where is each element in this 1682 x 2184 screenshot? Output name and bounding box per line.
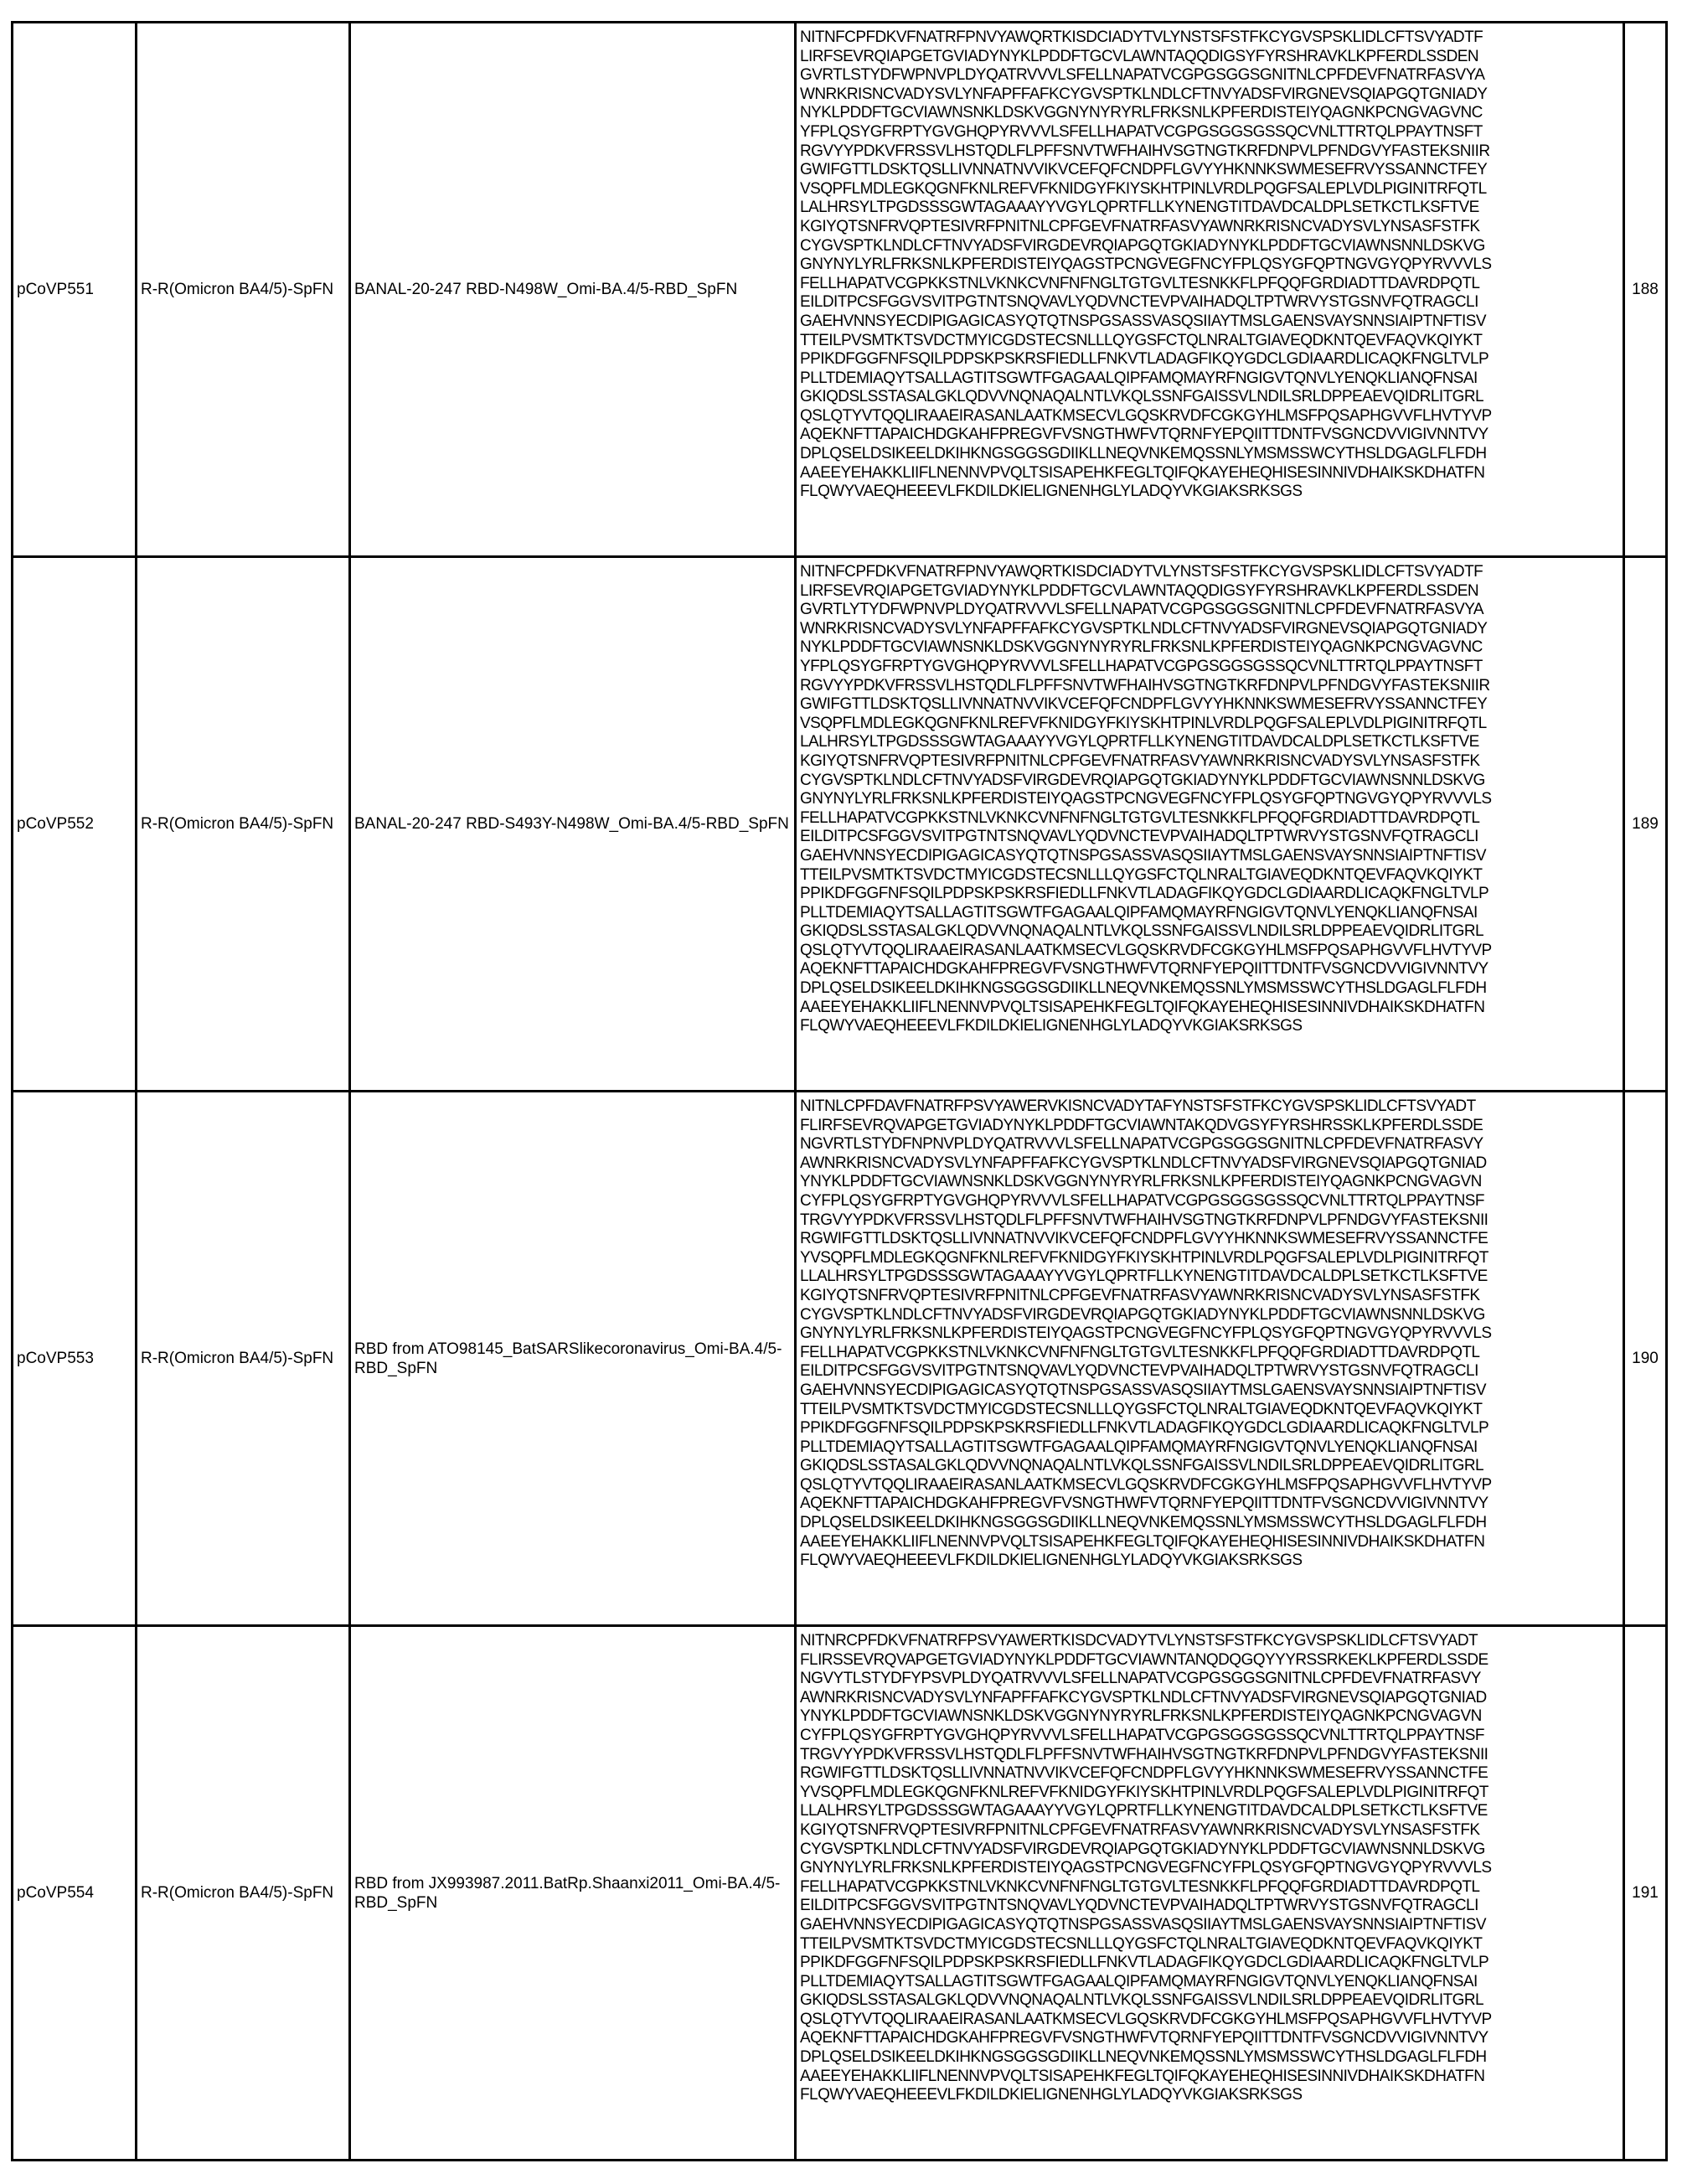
sequence-line: WNRKRISNCVADYSVLYNFAPFFAFKCYGVSPTKLNDLCFTNVYADSFVIRGNEVSQIAPGQTGNIADY — [800, 85, 1623, 105]
sequence-line: GAEHVNNSYECDIPIGAGICASYQTQTNSPGSASSVASQSIIAYTMSLGAENSVAYSNNSIAIPTNFTISV — [800, 847, 1623, 866]
sequence-line: AAEEYEHAKKLIIFLNENNVPVQLTSISAPEHKFEGLTQIFQKAYEHEQHISESINNIVDHAIKSKDHATFN — [800, 999, 1623, 1018]
sequence-line: AQEKNFTTAPAICHDGKAHFPREGVFVSNGTHWFVTQRNFYEPQIITTDNTFVSGNCDVVIGIVNNTVY — [800, 2029, 1623, 2048]
construct-type: R-R(Omicron BA4/5)-SpFN — [137, 1092, 350, 1626]
sequence-line: GKIQDSLSSTASALGKLQDVVNQNAQALNTLVKQLSSNFGAISSVLNDILSRLDPPEAEVQIDRLITGRL — [800, 922, 1623, 942]
sequence-line: AAEEYEHAKKLIIFLNENNVPVQLTSISAPEHKFEGLTQIFQKAYEHEQHISESINNIVDHAIKSKDHATFN — [800, 1533, 1623, 1552]
table-row — [13, 557, 1667, 1092]
sequence-line: QSLQTYVTQQLIRAAEIRASANLAATKMSECVLGQSKRVDFCGKGYHLMSFPQSAPHGVVFLHVTYVP — [800, 942, 1623, 961]
construct-description: BANAL-20-247 RBD-N498W_Omi-BA.4/5-RBD_SpFN — [350, 23, 796, 557]
sequence-line: GNYNYLYRLFRKSNLKPFERDISTEIYQAGSTPCNGVEGFNCYFPLQSYGFQPTNGVGYQPYRVVVLS — [800, 790, 1623, 809]
sequence-line: VSQPFLMDLEGKQGNFKNLREFVFKNIDGYFKIYSKHTPINLVRDLPQGFSALEPLVDLPIGINITRFQTL — [800, 180, 1623, 199]
sequence-line: RGWIFGTTLDSKTQSLLIVNNATNVVIKVCEFQFCNDPFLGVYYHKNNKSWMESEFRVYSSANNCTFE — [800, 1230, 1623, 1249]
sequence-line: EILDITPCSFGGVSVITPGTNTSNQVAVLYQDVNCTEVPVAIHADQLTPTWRVYSTGSNVFQTRAGCLI — [800, 828, 1623, 847]
seq-id-number: 188 — [1624, 23, 1667, 557]
sequence-line: GNYNYLYRLFRKSNLKPFERDISTEIYQAGSTPCNGVEGFNCYFPLQSYGFQPTNGVGYQPYRVVVLS — [800, 1324, 1623, 1344]
sequence-line: PLLTDEMIAQYTSALLAGTITSGWTFGAGAALQIPFAMQMAYRFNGIGVTQNVLYENQKLIANQFNSAI — [800, 1438, 1623, 1458]
sequence-line: GNYNYLYRLFRKSNLKPFERDISTEIYQAGSTPCNGVEGFNCYFPLQSYGFQPTNGVGYQPYRVVVLS — [800, 1859, 1623, 1878]
sequence-line: AWNRKRISNCVADYSVLYNFAPFFAFKCYGVSPTKLNDLCFTNVYADSFVIRGNEVSQIAPGQTGNIAD — [800, 1154, 1623, 1174]
seq-id-number: 190 — [1624, 1092, 1667, 1626]
sequence-line: LIRFSEVRQIAPGETGVIADYNYKLPDDFTGCVLAWNTAQQDIGSYFYRSHRAVKLKPFERDLSSDEN — [800, 582, 1623, 602]
sequence-line: QSLQTYVTQQLIRAAEIRASANLAATKMSECVLGQSKRVDFCGKGYHLMSFPQSAPHGVVFLHVTYVP — [800, 2011, 1623, 2030]
sequence-line: NGVRTLSTYDFNPNVPLDYQATRVVVLSFELLNAPATVCGPGSGGSGNITNLCPFDEVFNATRFASVY — [800, 1135, 1623, 1154]
amino-acid-sequence — [796, 557, 1624, 1092]
sequence-line: FELLHAPATVCGPKKSTNLVKNKCVNFNFNGLTGTGVLTESNKKFLPFQQFGRDIADTTDAVRDPQTL — [800, 1878, 1623, 1897]
sequence-line: YNYKLPDDFTGCVIAWNSNKLDSKVGGNYNYRYRLFRKSNLKPFERDISTEIYQAGNKPCNGVAGVN — [800, 1707, 1623, 1727]
sequence-line: GAEHVNNSYECDIPIGAGICASYQTQTNSPGSASSVASQSIIAYTMSLGAENSVAYSNNSIAIPTNFTISV — [800, 1916, 1623, 1935]
table-row — [13, 1626, 1667, 2161]
sequence-line: YFPLQSYGFRPTYGVGHQPYRVVVLSFELLHAPATVCGPGSGGSGSSQCVNLTTRTQLPPAYTNSFT — [800, 123, 1623, 142]
sequence-line: NITNFCPFDKVFNATRFPNVYAWQRTKISDCIADYTVLYNSTSFSTFKCYGVSPSKLIDLCFTSVYADTF — [800, 563, 1623, 582]
sequence-line: CYGVSPTKLNDLCFTNVYADSFVIRGDEVRQIAPGQTGKIADYNYKLPDDFTGCVIAWNSNNLDSKVG — [800, 1306, 1623, 1325]
sequence-line: AQEKNFTTAPAICHDGKAHFPREGVFVSNGTHWFVTQRNFYEPQIITTDNTFVSGNCDVVIGIVNNTVY — [800, 960, 1623, 979]
construct-description: RBD from JX993987.2011.BatRp.Shaanxi2011_Omi-BA.4/5-RBD_SpFN — [350, 1626, 796, 2161]
amino-acid-sequence — [796, 1092, 1624, 1626]
construct-id: pCoVP553 — [13, 1092, 137, 1626]
sequence-line: GKIQDSLSSTASALGKLQDVVNQNAQALNTLVKQLSSNFGAISSVLNDILSRLDPPEAEVQIDRLITGRL — [800, 1991, 1623, 2011]
construct-id: pCoVP551 — [13, 23, 137, 557]
sequence-line: GWIFGTTLDSKTQSLLIVNNATNVVIKVCEFQFCNDPFLGVYYHKNNKSWMESEFRVYSSANNCTFEY — [800, 695, 1623, 715]
sequence-line: PLLTDEMIAQYTSALLAGTITSGWTFGAGAALQIPFAMQMAYRFNGIGVTQNVLYENQKLIANQFNSAI — [800, 369, 1623, 389]
sequence-line: PLLTDEMIAQYTSALLAGTITSGWTFGAGAALQIPFAMQMAYRFNGIGVTQNVLYENQKLIANQFNSAI — [800, 1973, 1623, 1992]
sequence-line: GKIQDSLSSTASALGKLQDVVNQNAQALNTLVKQLSSNFGAISSVLNDILSRLDPPEAEVQIDRLITGRL — [800, 1457, 1623, 1476]
sequence-line: TTEILPVSMTKTSVDCTMYICGDSTECSNLLLQYGSFCTQLNRALTGIAVEQDKNTQEVFAQVKQIYKT — [800, 866, 1623, 885]
sequence-line: AQEKNFTTAPAICHDGKAHFPREGVFVSNGTHWFVTQRNFYEPQIITTDNTFVSGNCDVVIGIVNNTVY — [800, 1495, 1623, 1514]
sequence-line: GAEHVNNSYECDIPIGAGICASYQTQTNSPGSASSVASQSIIAYTMSLGAENSVAYSNNSIAIPTNFTISV — [800, 312, 1623, 332]
sequence-line: AAEEYEHAKKLIIFLNENNVPVQLTSISAPEHKFEGLTQIFQKAYEHEQHISESINNIVDHAIKSKDHATFN — [800, 464, 1623, 483]
sequence-line: LALHRSYLTPGDSSSGWTAGAAAYYVGYLQPRTFLLKYNENGTITDAVDCALDPLSETKCTLKSFTVE — [800, 199, 1623, 218]
construct-type: R-R(Omicron BA4/5)-SpFN — [137, 1626, 350, 2161]
sequence-line: EILDITPCSFGGVSVITPGTNTSNQVAVLYQDVNCTEVPVAIHADQLTPTWRVYSTGSNVFQTRAGCLI — [800, 293, 1623, 312]
sequence-line: EILDITPCSFGGVSVITPGTNTSNQVAVLYQDVNCTEVPVAIHADQLTPTWRVYSTGSNVFQTRAGCLI — [800, 1897, 1623, 1916]
sequence-line: PPIKDFGGFNFSQILPDPSKPSKRSFIEDLLFNKVTLADAGFIKQYGDCLGDIAARDLICAQKFNGLTVLP — [800, 1954, 1623, 1973]
sequence-line: YNYKLPDDFTGCVIAWNSNKLDSKVGGNYNYRYRLFRKSNLKPFERDISTEIYQAGNKPCNGVAGVN — [800, 1173, 1623, 1192]
table-row — [13, 23, 1667, 557]
sequence-line: NITNRCPFDKVFNATRFPSVYAWERTKISDCVADYTVLYNSTSFSTFKCYGVSPSKLIDLCFTSVYADT — [800, 1632, 1623, 1651]
sequence-line: PLLTDEMIAQYTSALLAGTITSGWTFGAGAALQIPFAMQMAYRFNGIGVTQNVLYENQKLIANQFNSAI — [800, 904, 1623, 923]
sequence-line: VSQPFLMDLEGKQGNFKNLREFVFKNIDGYFKIYSKHTPINLVRDLPQGFSALEPLVDLPIGINITRFQTL — [800, 715, 1623, 734]
sequence-line: AAEEYEHAKKLIIFLNENNVPVQLTSISAPEHKFEGLTQIFQKAYEHEQHISESINNIVDHAIKSKDHATFN — [800, 2068, 1623, 2087]
sequence-line: KGIYQTSNFRVQPTESIVRFPNITNLCPFGEVFNATRFASVYAWNRKRISNCVADYSVLYNSASFSTFK — [800, 752, 1623, 772]
sequence-line: FLIRFSEVRQVAPGETGVIADYNYKLPDDFTGCVIAWNTAKQDVGSYFYRSHRSSKLKPFERDLSSDE — [800, 1117, 1623, 1136]
sequence-line: TTEILPVSMTKTSVDCTMYICGDSTECSNLLLQYGSFCTQLNRALTGIAVEQDKNTQEVFAQVKQIYKT — [800, 1935, 1623, 1954]
sequence-line: TRGVYYPDKVFRSSVLHSTQDLFLPFFSNVTWFHAIHVSGTNGTKRFDNPVLPFNDGVYFASTEKSNII — [800, 1211, 1623, 1231]
sequence-line: GKIQDSLSSTASALGKLQDVVNQNAQALNTLVKQLSSNFGAISSVLNDILSRLDPPEAEVQIDRLITGRL — [800, 388, 1623, 407]
sequence-line: FLIRSSEVRQVAPGETGVIADYNYKLPDDFTGCVIAWNTANQDQGQYYYRSSRKEKLKPFERDLSSDE — [800, 1651, 1623, 1670]
sequence-table — [11, 21, 1668, 2161]
sequence-line: PPIKDFGGFNFSQILPDPSKPSKRSFIEDLLFNKVTLADAGFIKQYGDCLGDIAARDLICAQKFNGLTVLP — [800, 885, 1623, 904]
sequence-line: DPLQSELDSIKEELDKIHKNGSGGSGDIIKLLNEQVNKEMQSSNLYMSMSSWCYTHSLDGAGLFLFDH — [800, 2048, 1623, 2068]
sequence-line: YVSQPFLMDLEGKQGNFKNLREFVFKNIDGYFKIYSKHTPINLVRDLPQGFSALEPLVDLPIGINITRFQT — [800, 1784, 1623, 1803]
sequence-line: LIRFSEVRQIAPGETGVIADYNYKLPDDFTGCVLAWNTAQQDIGSYFYRSHRAVKLKPFERDLSSDEN — [800, 48, 1623, 67]
sequence-line: FLQWYVAEQHEEEVLFKDILDKIELIGNENHGLYLADQYVKGIAKSRKSGS — [800, 2086, 1623, 2105]
table-row — [13, 1092, 1667, 1626]
construct-id: pCoVP554 — [13, 1626, 137, 2161]
sequence-line: NYKLPDDFTGCVIAWNSNKLDSKVGGNYNYRYRLFRKSNLKPFERDISTEIYQAGNKPCNGVAGVNC — [800, 104, 1623, 123]
construct-description: BANAL-20-247 RBD-S493Y-N498W_Omi-BA.4/5-RBD_SpFN — [350, 557, 796, 1092]
construct-type: R-R(Omicron BA4/5)-SpFN — [137, 557, 350, 1092]
sequence-line: QSLQTYVTQQLIRAAEIRASANLAATKMSECVLGQSKRVDFCGKGYHLMSFPQSAPHGVVFLHVTYVP — [800, 407, 1623, 426]
sequence-line: GWIFGTTLDSKTQSLLIVNNATNVVIKVCEFQFCNDPFLGVYYHKNNKSWMESEFRVYSSANNCTFEY — [800, 161, 1623, 180]
sequence-line: CYGVSPTKLNDLCFTNVYADSFVIRGDEVRQIAPGQTGKIADYNYKLPDDFTGCVIAWNSNNLDSKVG — [800, 237, 1623, 256]
sequence-line: TRGVYYPDKVFRSSVLHSTQDLFLPFFSNVTWFHAIHVSGTNGTKRFDNPVLPFNDGVYFASTEKSNII — [800, 1746, 1623, 1765]
sequence-line: FLQWYVAEQHEEEVLFKDILDKIELIGNENHGLYLADQYVKGIAKSRKSGS — [800, 483, 1623, 502]
sequence-line: FLQWYVAEQHEEEVLFKDILDKIELIGNENHGLYLADQYVKGIAKSRKSGS — [800, 1552, 1623, 1571]
sequence-line: NITNFCPFDKVFNATRFPNVYAWQRTKISDCIADYTVLYNSTSFSTFKCYGVSPSKLIDLCFTSVYADTF — [800, 28, 1623, 48]
sequence-line: KGIYQTSNFRVQPTESIVRFPNITNLCPFGEVFNATRFASVYAWNRKRISNCVADYSVLYNSASFSTFK — [800, 1821, 1623, 1841]
sequence-line: TTEILPVSMTKTSVDCTMYICGDSTECSNLLLQYGSFCTQLNRALTGIAVEQDKNTQEVFAQVKQIYKT — [800, 1401, 1623, 1420]
sequence-line: GVRTLYTYDFWPNVPLDYQATRVVVLSFELLNAPATVCGPGSGGSGNITNLCPFDEVFNATRFASVYA — [800, 601, 1623, 620]
sequence-line: GNYNYLYRLFRKSNLKPFERDISTEIYQAGSTPCNGVEGFNCYFPLQSYGFQPTNGVGYQPYRVVVLS — [800, 256, 1623, 275]
sequence-line: LLALHRSYLTPGDSSSGWTAGAAAYYVGYLQPRTFLLKYNENGTITDAVDCALDPLSETKCTLKSFTVE — [800, 1268, 1623, 1287]
sequence-line: NGVYTLSTYDFYPSVPLDYQATRVVVLSFELLNAPATVCGPGSGGSGNITNLCPFDEVFNATRFASVY — [800, 1670, 1623, 1689]
sequence-line: KGIYQTSNFRVQPTESIVRFPNITNLCPFGEVFNATRFASVYAWNRKRISNCVADYSVLYNSASFSTFK — [800, 218, 1623, 237]
construct-type: R-R(Omicron BA4/5)-SpFN — [137, 23, 350, 557]
sequence-line: RGVYYPDKVFRSSVLHSTQDLFLPFFSNVTWFHAIHVSGTNGTKRFDNPVLPFNDGVYFASTEKSNIIR — [800, 677, 1623, 696]
construct-id: pCoVP552 — [13, 557, 137, 1092]
sequence-line: RGVYYPDKVFRSSVLHSTQDLFLPFFSNVTWFHAIHVSGTNGTKRFDNPVLPFNDGVYFASTEKSNIIR — [800, 142, 1623, 162]
sequence-line: QSLQTYVTQQLIRAAEIRASANLAATKMSECVLGQSKRVDFCGKGYHLMSFPQSAPHGVVFLHVTYVP — [800, 1476, 1623, 1495]
sequence-line: DPLQSELDSIKEELDKIHKNGSGGSGDIIKLLNEQVNKEMQSSNLYMSMSSWCYTHSLDGAGLFLFDH — [800, 445, 1623, 464]
sequence-line: FELLHAPATVCGPKKSTNLVKNKCVNFNFNGLTGTGVLTESNKKFLPFQQFGRDIADTTDAVRDPQTL — [800, 1344, 1623, 1363]
sequence-line: LALHRSYLTPGDSSSGWTAGAAAYYVGYLQPRTFLLKYNENGTITDAVDCALDPLSETKCTLKSFTVE — [800, 733, 1623, 752]
sequence-line: NITNLCPFDAVFNATRFPSVYAWERVKISNCVADYTAFYNSTSFSTFKCYGVSPSKLIDLCFTSVYADT — [800, 1097, 1623, 1117]
amino-acid-sequence — [796, 1626, 1624, 2161]
sequence-line: AWNRKRISNCVADYSVLYNFAPFFAFKCYGVSPTKLNDLCFTNVYADSFVIRGNEVSQIAPGQTGNIAD — [800, 1689, 1623, 1708]
sequence-line: NYKLPDDFTGCVIAWNSNKLDSKVGGNYNYRYRLFRKSNLKPFERDISTEIYQAGNKPCNGVAGVNC — [800, 638, 1623, 658]
seq-id-number: 191 — [1624, 1626, 1667, 2161]
sequence-line: FLQWYVAEQHEEEVLFKDILDKIELIGNENHGLYLADQYVKGIAKSRKSGS — [800, 1017, 1623, 1036]
sequence-line: DPLQSELDSIKEELDKIHKNGSGGSGDIIKLLNEQVNKEMQSSNLYMSMSSWCYTHSLDGAGLFLFDH — [800, 1514, 1623, 1533]
sequence-line: FELLHAPATVCGPKKSTNLVKNKCVNFNFNGLTGTGVLTESNKKFLPFQQFGRDIADTTDAVRDPQTL — [800, 809, 1623, 829]
sequence-line: DPLQSELDSIKEELDKIHKNGSGGSGDIIKLLNEQVNKEMQSSNLYMSMSSWCYTHSLDGAGLFLFDH — [800, 979, 1623, 999]
sequence-line: GVRTLSTYDFWPNVPLDYQATRVVVLSFELLNAPATVCGPGSGGSGNITNLCPFDEVFNATRFASVYA — [800, 66, 1623, 85]
sequence-line: LLALHRSYLTPGDSSSGWTAGAAAYYVGYLQPRTFLLKYNENGTITDAVDCALDPLSETKCTLKSFTVE — [800, 1802, 1623, 1821]
sequence-line: RGWIFGTTLDSKTQSLLIVNNATNVVIKVCEFQFCNDPFLGVYYHKNNKSWMESEFRVYSSANNCTFE — [800, 1764, 1623, 1784]
sequence-line: CYGVSPTKLNDLCFTNVYADSFVIRGDEVRQIAPGQTGKIADYNYKLPDDFTGCVIAWNSNNLDSKVG — [800, 1841, 1623, 1860]
sequence-line: CYFPLQSYGFRPTYGVGHQPYRVVVLSFELLHAPATVCGPGSGGSGSSQCVNLTTRTQLPPAYTNSF — [800, 1192, 1623, 1211]
sequence-line: GAEHVNNSYECDIPIGAGICASYQTQTNSPGSASSVASQSIIAYTMSLGAENSVAYSNNSIAIPTNFTISV — [800, 1381, 1623, 1401]
sequence-line: YVSQPFLMDLEGKQGNFKNLREFVFKNIDGYFKIYSKHTPINLVRDLPQGFSALEPLVDLPIGINITRFQT — [800, 1249, 1623, 1268]
construct-description: RBD from ATO98145_BatSARSlikecoronavirus_Omi-BA.4/5-RBD_SpFN — [350, 1092, 796, 1626]
sequence-line: CYFPLQSYGFRPTYGVGHQPYRVVVLSFELLHAPATVCGPGSGGSGSSQCVNLTTRTQLPPAYTNSF — [800, 1727, 1623, 1746]
sequence-line: FELLHAPATVCGPKKSTNLVKNKCVNFNFNGLTGTGVLTESNKKFLPFQQFGRDIADTTDAVRDPQTL — [800, 275, 1623, 294]
sequence-line: PPIKDFGGFNFSQILPDPSKPSKRSFIEDLLFNKVTLADAGFIKQYGDCLGDIAARDLICAQKFNGLTVLP — [800, 350, 1623, 369]
sequence-line: EILDITPCSFGGVSVITPGTNTSNQVAVLYQDVNCTEVPVAIHADQLTPTWRVYSTGSNVFQTRAGCLI — [800, 1362, 1623, 1381]
sequence-line: CYGVSPTKLNDLCFTNVYADSFVIRGDEVRQIAPGQTGKIADYNYKLPDDFTGCVIAWNSNNLDSKVG — [800, 772, 1623, 791]
sequence-line: AQEKNFTTAPAICHDGKAHFPREGVFVSNGTHWFVTQRNFYEPQIITTDNTFVSGNCDVVIGIVNNTVY — [800, 426, 1623, 445]
sequence-line: PPIKDFGGFNFSQILPDPSKPSKRSFIEDLLFNKVTLADAGFIKQYGDCLGDIAARDLICAQKFNGLTVLP — [800, 1419, 1623, 1438]
sequence-line: KGIYQTSNFRVQPTESIVRFPNITNLCPFGEVFNATRFASVYAWNRKRISNCVADYSVLYNSASFSTFK — [800, 1287, 1623, 1306]
seq-id-number: 189 — [1624, 557, 1667, 1092]
sequence-line: WNRKRISNCVADYSVLYNFAPFFAFKCYGVSPTKLNDLCFTNVYADSFVIRGNEVSQIAPGQTGNIADY — [800, 620, 1623, 639]
sequence-line: TTEILPVSMTKTSVDCTMYICGDSTECSNLLLQYGSFCTQLNRALTGIAVEQDKNTQEVFAQVKQIYKT — [800, 332, 1623, 351]
amino-acid-sequence — [796, 23, 1624, 557]
sequence-line: YFPLQSYGFRPTYGVGHQPYRVVVLSFELLHAPATVCGPGSGGSGSSQCVNLTTRTQLPPAYTNSFT — [800, 658, 1623, 677]
